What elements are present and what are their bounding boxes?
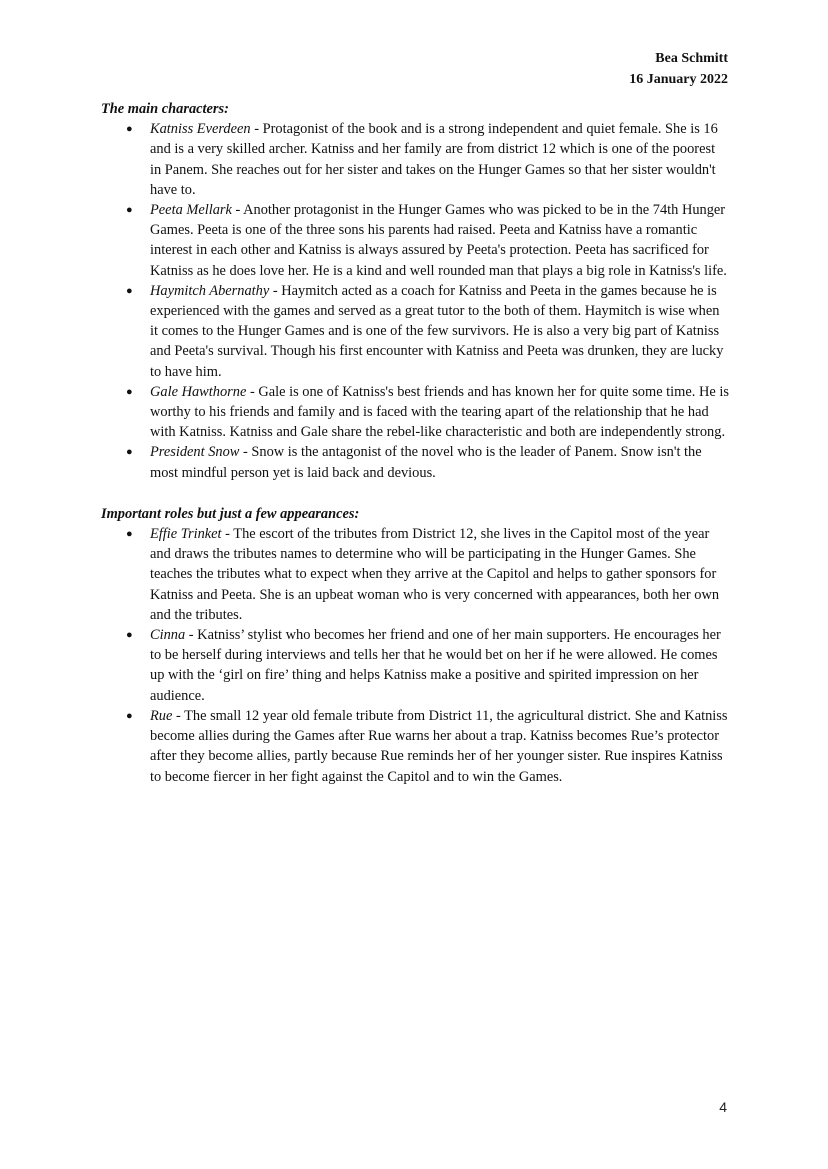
bullet-icon: ●	[126, 204, 133, 217]
page-header	[629, 49, 728, 90]
bullet-icon: ●	[126, 709, 133, 722]
bullet-icon: ●	[126, 123, 133, 136]
character-name: Cinna	[150, 627, 186, 644]
character-description: - Another protagonist in the Hunger Games who was picked to be in the 74th Hunger Games. Peeta is one of the three sons his parents had raised. Peeta and Katniss have a romantic interest in each other and Katniss is always assured by Peeta's protection. Peeta has sacrificed for Katniss as he does love her. He is a kind and well rounded man that plays a big role in Katniss's life.	[150, 202, 727, 279]
character-description: - Haymitch acted as a coach for Katniss and Peeta in the games because he is experienced with the games and served as a great tutor to the both of them. Haymitch is wise when it comes to the Hunger Games and is one of the few survivors. He is also a very big part of Katniss and Peeta's survival. Though his first encounter with Katniss and Peeta was drunken, they are lucky to have him.	[150, 282, 724, 380]
document-date: 16 January 2022	[629, 71, 728, 87]
character-description: - Snow is the antagonist of the novel who is the leader of Panem. Snow isn't the most mindful person yet is laid back and devious.	[150, 444, 702, 481]
main-characters-list	[101, 119, 729, 483]
page-number: 4	[719, 1099, 727, 1115]
list-item-katniss	[101, 119, 729, 200]
character-description: - Katniss’ stylist who becomes her friend and one of her main supporters. He encourages her to be herself during interviews and tells her that he would bet on her if he were allowed. He comes up with the ‘girl on fire’ thing and helps Katniss make a positive and spirited impression on her audience.	[150, 627, 721, 704]
bullet-icon: ●	[126, 284, 133, 297]
character-name: Peeta Mellark	[150, 202, 232, 219]
bullet-icon: ●	[126, 528, 133, 541]
list-item-snow	[101, 442, 729, 482]
character-name: Effie Trinket	[150, 526, 222, 543]
document-body	[101, 99, 729, 787]
list-item-cinna	[101, 625, 729, 706]
character-name: President Snow	[150, 444, 240, 461]
bullet-icon: ●	[126, 629, 133, 642]
character-name: Katniss Everdeen	[150, 121, 251, 138]
character-name: Rue	[150, 707, 173, 724]
character-description: - The small 12 year old female tribute from District 11, the agricultural district. She and Katniss become allies during the Games after Rue warns her about a trap. Katniss becomes Rue’s protector after they become allies, partly because Rue reminds her of her younger sister. Rue inspires Katniss to become fiercer in her fight against the Capitol and to win the Games.	[150, 707, 728, 785]
character-name: Haymitch Abernathy	[150, 282, 270, 299]
character-description: - Gale is one of Katniss's best friends and has known her for quite some time. He is worthy to his friends and family and is faced with the tearing apart of the relationship that he had with Katniss. Katniss and Gale share the rebel-like characteristic and both are independently strong.	[150, 383, 729, 441]
list-item-haymitch	[101, 281, 729, 382]
bullet-icon: ●	[126, 446, 133, 459]
section-heading-important-roles: Important roles but just a few appearances:	[101, 505, 360, 522]
list-item-rue	[101, 706, 729, 787]
list-item-peeta	[101, 200, 729, 281]
bullet-icon: ●	[126, 385, 133, 398]
character-name: Gale Hawthorne	[150, 383, 247, 400]
list-item-effie	[101, 524, 729, 625]
character-description: - The escort of the tributes from District 12, she lives in the Capitol most of the year and draws the tributes names to determine who will be participating in the Hunger Games. She teaches the tributes what to expect when they arrive at the Capitol and helps to gather sponsors for Katniss and Peeta. She is an upbeat woman who is very concerned with appearances, both her own and the tributes.	[150, 526, 720, 623]
minor-characters-list	[101, 524, 729, 787]
character-description: - Protagonist of the book and is a strong independent and quiet female. She is 16 and is a very skilled archer. Katniss and her family are from district 12 which is one of the poorest in Panem. She reaches out for her sister and takes on the Hunger Games so that her sister wouldn't have to.	[150, 121, 718, 198]
section-heading-main-characters: The main characters:	[101, 101, 229, 117]
list-item-gale	[101, 382, 729, 443]
author-name: Bea Schmitt	[655, 51, 728, 66]
